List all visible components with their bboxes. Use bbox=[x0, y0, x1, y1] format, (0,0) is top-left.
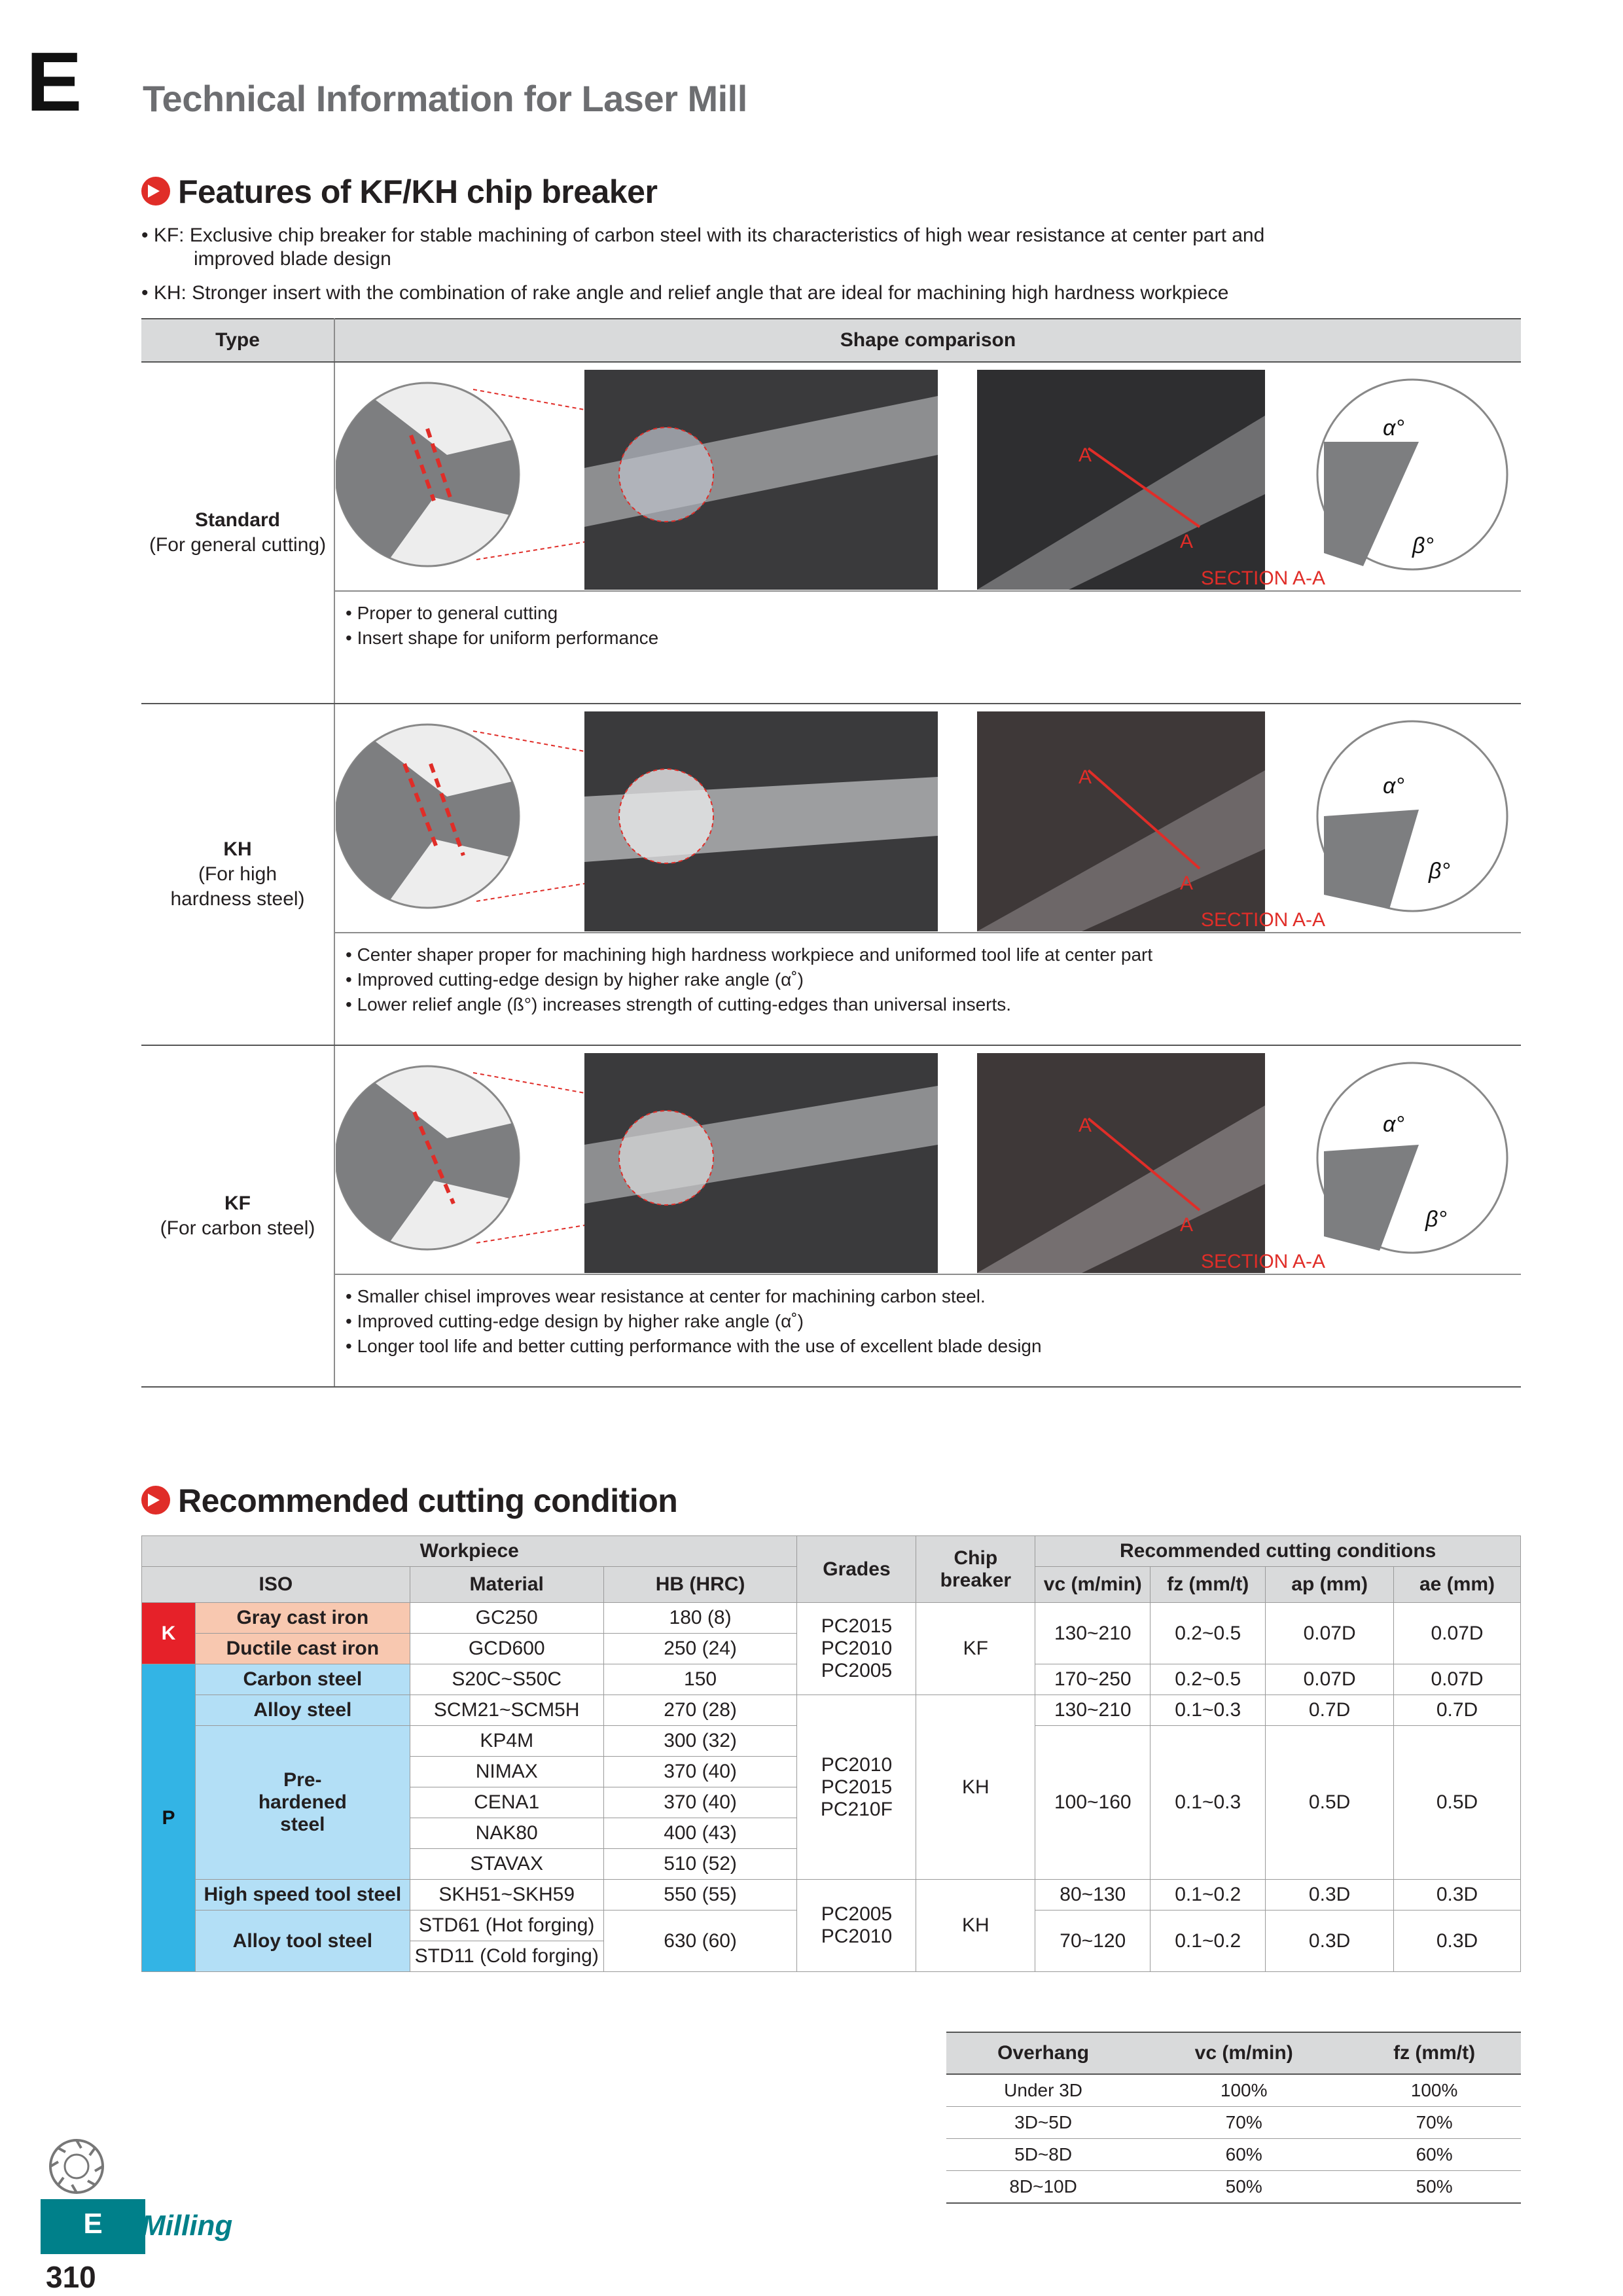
cell: 60% bbox=[1347, 2139, 1521, 2171]
group-pre-hardened-steel bbox=[195, 1726, 410, 1880]
type-sub: (For general cutting) bbox=[149, 534, 327, 556]
material-cell: SKH51~SKH59 bbox=[410, 1880, 603, 1910]
material-cell: S20C~S50C bbox=[410, 1664, 603, 1695]
type-standard bbox=[141, 362, 334, 704]
group-gray-cast-iron: Gray cast iron bbox=[195, 1603, 410, 1634]
cell: 5D~8D bbox=[946, 2139, 1140, 2171]
material-cell: GC250 bbox=[410, 1603, 603, 1634]
chip-breaker-kf: KF bbox=[916, 1603, 1035, 1695]
ap-cell: 0.3D bbox=[1266, 1880, 1394, 1910]
vc-cell: 70~120 bbox=[1035, 1910, 1150, 1972]
grades-kh bbox=[797, 1695, 916, 1880]
ae-cell: 0.5D bbox=[1394, 1726, 1521, 1880]
h-vc: vc (m/min) bbox=[1035, 1567, 1150, 1603]
page-number: 310 bbox=[46, 2260, 96, 2294]
cell: 8D~10D bbox=[946, 2171, 1140, 2204]
material-cell: GCD600 bbox=[410, 1634, 603, 1664]
h-iso: ISO bbox=[142, 1567, 410, 1603]
vc-cell: 130~210 bbox=[1035, 1603, 1150, 1664]
grade: PC2010 bbox=[821, 1753, 893, 1776]
beta-label: β° bbox=[1412, 533, 1435, 558]
vc-cell: 170~250 bbox=[1035, 1664, 1150, 1695]
hb-cell: 630 (60) bbox=[603, 1910, 797, 1972]
grade: PC2005 bbox=[821, 1903, 893, 1925]
hb-cell: 370 (40) bbox=[603, 1757, 797, 1787]
ae-cell: 0.3D bbox=[1394, 1880, 1521, 1910]
section-label: SECTION A-A bbox=[1201, 1251, 1326, 1272]
kf-description-cont: improved blade design bbox=[194, 248, 391, 270]
alpha-label: α° bbox=[1383, 416, 1404, 440]
material-cell: SCM21~SCM5H bbox=[410, 1695, 603, 1726]
material-cell: STD61 (Hot forging) bbox=[410, 1910, 603, 1941]
bullet-item: • Improved cutting-edge design by higher rake angle (α˚) bbox=[346, 1311, 804, 1331]
table-row bbox=[946, 2107, 1521, 2139]
features-heading-text: Features of KF/KH chip breaker bbox=[178, 173, 658, 210]
shape-image-kf bbox=[334, 1045, 1521, 1274]
cell: 50% bbox=[1347, 2171, 1521, 2204]
kh-shape-illustration bbox=[336, 705, 1520, 931]
chip-breaker-kh-2: KH bbox=[916, 1880, 1035, 1972]
beta-label: β° bbox=[1425, 1207, 1448, 1232]
group-line: steel bbox=[280, 1814, 325, 1835]
grade: PC2010 bbox=[821, 1926, 893, 1947]
h-grades: Grades bbox=[797, 1536, 916, 1603]
cutting-heading-text: Recommended cutting condition bbox=[178, 1482, 678, 1519]
type-name: KF bbox=[224, 1193, 251, 1214]
grade: PC2015 bbox=[821, 1615, 893, 1637]
group-ductile-cast-iron: Ductile cast iron bbox=[195, 1634, 410, 1664]
material-cell: STD11 (Cold forging) bbox=[410, 1941, 603, 1972]
h-chip-line1: Chip bbox=[954, 1547, 998, 1569]
grades-kf bbox=[797, 1603, 916, 1695]
marker-a-bottom: A bbox=[1180, 1214, 1194, 1236]
section-letter: E bbox=[26, 35, 82, 129]
cell: 50% bbox=[1140, 2171, 1347, 2204]
footer-tab: E bbox=[41, 2199, 145, 2249]
table-row bbox=[946, 2171, 1521, 2204]
bullet-item: • Proper to general cutting bbox=[346, 603, 558, 623]
iso-k: K bbox=[142, 1603, 196, 1664]
cutting-heading bbox=[141, 1482, 677, 1520]
type-sub: (For carbon steel) bbox=[160, 1217, 315, 1239]
grade: PC2005 bbox=[821, 1660, 893, 1681]
beta-label: β° bbox=[1429, 859, 1451, 884]
bullet-item: • Insert shape for uniform performance bbox=[346, 628, 659, 648]
marker-a-bottom: A bbox=[1180, 872, 1194, 894]
ae-cell: 0.3D bbox=[1394, 1910, 1521, 1972]
kh-bullets bbox=[334, 933, 1521, 1045]
fz-cell: 0.1~0.2 bbox=[1150, 1880, 1266, 1910]
material-cell: STAVAX bbox=[410, 1849, 603, 1880]
features-heading bbox=[141, 173, 657, 211]
standard-bullets bbox=[334, 591, 1521, 704]
ap-cell: 0.07D bbox=[1266, 1664, 1394, 1695]
type-name: Standard bbox=[194, 509, 281, 531]
ae-cell: 0.7D bbox=[1394, 1695, 1521, 1726]
col-type: Type bbox=[141, 319, 334, 362]
h-chip-line2: breaker bbox=[940, 1569, 1012, 1591]
cutting-condition-table bbox=[141, 1535, 1521, 1972]
marker-a-top: A bbox=[1079, 444, 1092, 466]
vc-cell: 130~210 bbox=[1035, 1695, 1150, 1726]
material-cell: KP4M bbox=[410, 1726, 603, 1757]
ap-cell: 0.07D bbox=[1266, 1603, 1394, 1664]
cell: Under 3D bbox=[946, 2074, 1140, 2107]
type-kh bbox=[141, 704, 334, 1045]
section-label: SECTION A-A bbox=[1201, 567, 1326, 589]
alpha-label: α° bbox=[1383, 1112, 1404, 1137]
section-label: SECTION A-A bbox=[1201, 909, 1326, 931]
cell: 60% bbox=[1140, 2139, 1347, 2171]
hb-cell: 180 (8) bbox=[603, 1603, 797, 1634]
col-shape: Shape comparison bbox=[334, 319, 1521, 362]
bullet-item: • Longer tool life and better cutting performance with the use of excellent blade design bbox=[346, 1336, 1042, 1356]
kf-bullets bbox=[334, 1274, 1521, 1387]
group-alloy-steel: Alloy steel bbox=[195, 1695, 410, 1726]
cell: 100% bbox=[1347, 2074, 1521, 2107]
group-high-speed-tool-steel: High speed tool steel bbox=[195, 1880, 410, 1910]
ae-cell: 0.07D bbox=[1394, 1603, 1521, 1664]
table-row bbox=[946, 2074, 1521, 2107]
h-fz: fz (mm/t) bbox=[1347, 2032, 1521, 2074]
type-sub: (For high bbox=[198, 863, 277, 885]
kh-description: • KH: Stronger insert with the combination of rake angle and relief angle that are ideal for machining high hardness workpiece bbox=[141, 282, 1229, 304]
marker-a-bottom: A bbox=[1180, 531, 1194, 552]
footer-bar bbox=[41, 2249, 145, 2254]
shape-image-standard bbox=[334, 362, 1521, 591]
h-overhang: Overhang bbox=[946, 2032, 1140, 2074]
ae-cell: 0.07D bbox=[1394, 1664, 1521, 1695]
footer-label: Milling bbox=[141, 2210, 233, 2242]
hb-cell: 510 (52) bbox=[603, 1849, 797, 1880]
hb-cell: 300 (32) bbox=[603, 1726, 797, 1757]
grades-kh-2 bbox=[797, 1880, 916, 1972]
vc-cell: 100~160 bbox=[1035, 1726, 1150, 1880]
grade: PC2010 bbox=[821, 1638, 893, 1659]
h-chip-breaker bbox=[916, 1536, 1035, 1603]
h-ae: ae (mm) bbox=[1394, 1567, 1521, 1603]
h-hb: HB (HRC) bbox=[603, 1567, 797, 1603]
overhang-table bbox=[946, 2032, 1521, 2204]
bullet-item: • Center shaper proper for machining high hardness workpiece and uniformed tool life at center part bbox=[346, 944, 1153, 965]
cell: 70% bbox=[1140, 2107, 1347, 2139]
hb-cell: 150 bbox=[603, 1664, 797, 1695]
hb-cell: 250 (24) bbox=[603, 1634, 797, 1664]
h-fz: fz (mm/t) bbox=[1150, 1567, 1266, 1603]
h-workpiece: Workpiece bbox=[142, 1536, 797, 1567]
marker-a-top: A bbox=[1079, 1115, 1092, 1136]
type-sub: hardness steel) bbox=[170, 888, 305, 910]
cell: 70% bbox=[1347, 2107, 1521, 2139]
arrow-bullet-icon bbox=[141, 177, 170, 206]
page-title: Technical Information for Laser Mill bbox=[143, 78, 747, 119]
kf-description: • KF: Exclusive chip breaker for stable machining of carbon steel with its characteristics of high wear resistance at center part and bbox=[141, 224, 1265, 246]
marker-a-top: A bbox=[1079, 766, 1092, 788]
vc-cell: 80~130 bbox=[1035, 1880, 1150, 1910]
h-vc: vc (m/min) bbox=[1140, 2032, 1347, 2074]
fz-cell: 0.1~0.3 bbox=[1150, 1695, 1266, 1726]
chip-breaker-table bbox=[141, 318, 1521, 1388]
group-alloy-tool-steel: Alloy tool steel bbox=[195, 1910, 410, 1972]
hb-cell: 270 (28) bbox=[603, 1695, 797, 1726]
chip-breaker-kh: KH bbox=[916, 1695, 1035, 1880]
shape-image-kh bbox=[334, 704, 1521, 933]
group-line: hardened bbox=[258, 1791, 347, 1813]
cell: 100% bbox=[1140, 2074, 1347, 2107]
hb-cell: 550 (55) bbox=[603, 1880, 797, 1910]
hb-cell: 370 (40) bbox=[603, 1787, 797, 1818]
group-carbon-steel: Carbon steel bbox=[195, 1664, 410, 1695]
alpha-label: α° bbox=[1383, 774, 1404, 798]
h-material: Material bbox=[410, 1567, 603, 1603]
cell: 3D~5D bbox=[946, 2107, 1140, 2139]
kf-shape-illustration bbox=[336, 1047, 1520, 1273]
fz-cell: 0.1~0.2 bbox=[1150, 1910, 1266, 1972]
type-name: KH bbox=[223, 838, 252, 860]
h-ap: ap (mm) bbox=[1266, 1567, 1394, 1603]
fz-cell: 0.2~0.5 bbox=[1150, 1664, 1266, 1695]
bullet-item: • Improved cutting-edge design by higher rake angle (α˚) bbox=[346, 969, 804, 990]
table-row bbox=[946, 2139, 1521, 2171]
material-cell: CENA1 bbox=[410, 1787, 603, 1818]
ap-cell: 0.7D bbox=[1266, 1695, 1394, 1726]
grade: PC210F bbox=[820, 1798, 893, 1820]
bullet-item: • Smaller chisel improves wear resistance at center for machining carbon steel. bbox=[346, 1286, 986, 1306]
fz-cell: 0.1~0.3 bbox=[1150, 1726, 1266, 1880]
material-cell: NIMAX bbox=[410, 1757, 603, 1787]
ap-cell: 0.3D bbox=[1266, 1910, 1394, 1972]
fz-cell: 0.2~0.5 bbox=[1150, 1603, 1266, 1664]
standard-shape-illustration bbox=[336, 363, 1520, 590]
ap-cell: 0.5D bbox=[1266, 1726, 1394, 1880]
grade: PC2015 bbox=[821, 1776, 893, 1798]
hb-cell: 400 (43) bbox=[603, 1818, 797, 1849]
bullet-item: • Lower relief angle (ß°) increases strength of cutting-edges than universal inserts. bbox=[346, 994, 1012, 1014]
arrow-bullet-icon bbox=[141, 1486, 170, 1515]
type-kf bbox=[141, 1045, 334, 1387]
material-cell: NAK80 bbox=[410, 1818, 603, 1849]
h-recommended: Recommended cutting conditions bbox=[1035, 1536, 1521, 1567]
milling-cutter-icon bbox=[41, 2135, 113, 2198]
iso-p: P bbox=[142, 1664, 196, 1972]
group-line: Pre- bbox=[283, 1769, 322, 1791]
